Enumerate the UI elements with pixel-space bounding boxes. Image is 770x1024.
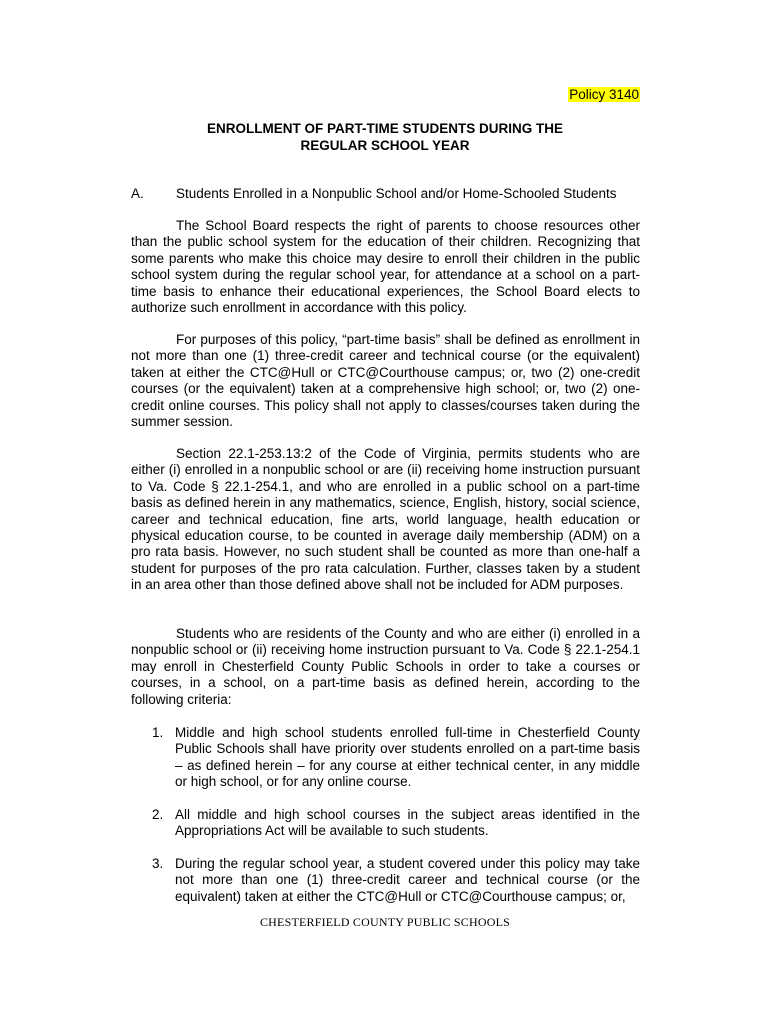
list-number: 1. [152,725,164,740]
section-heading-text: Students Enrolled in a Nonpublic School and/or Home-Schooled Students [176,186,617,201]
paragraph-1 [131,218,640,316]
policy-number [568,86,640,104]
list-item-text: Middle and high school students enrolled full-time in Chesterfield County Public Schools shall have priority over students enrolled on a part-time basis – as defined herein – for any course at either technical center, in any middle or high school, or for any online course. [175,725,640,790]
page-footer: CHESTERFIELD COUNTY PUBLIC SCHOOLS [259,915,511,929]
criteria-item-2 [131,807,640,840]
policy-number-highlight: Policy 3140 [569,87,639,102]
paragraph-4 [131,626,640,708]
section-letter: A. [131,186,144,201]
title-line-1: ENROLLMENT OF PART-TIME STUDENTS DURING THE [207,121,563,136]
paragraph-2 [131,332,640,430]
paragraph-3 [131,446,640,594]
criteria-item-3 [131,856,640,905]
document-title [0,120,770,154]
paragraph-text: For purposes of this policy, “part-time basis” shall be defined as enrollment in not more than one (1) three-credit career and technical course (or the equivalent) taken at either the CTC@Hull or CTC@Courthouse campus; or, two (2) one-credit courses (or the equivalent) taken at a comprehensive high school; or, two (2) one-credit online courses. This policy shall not apply to classes/courses taken during the summer session. [131,332,640,430]
paragraph-text: Students who are residents of the County and who are either (i) enrolled in a nonpublic school or (ii) receiving home instruction pursuant to Va. Code § 22.1-254.1 may enroll in Chesterfield County Public Schools in order to take a courses or courses, in a school, on a part-time basis as defined herein, according to the following criteria: [131,626,640,707]
list-item-text: All middle and high school courses in the subject areas identified in the Appropriations Act will be available to such students. [175,807,640,839]
list-number: 2. [152,807,164,822]
paragraph-text: Section 22.1-253.13:2 of the Code of Virginia, permits students who are either (i) enrolled in a nonpublic school or are (ii) receiving home instruction pursuant to Va. Code § 22.1-254.1, and who are enrolled in a public school on a part-time basis as defined herein in any mathematics, science, English, history, social science, career and technical education, fine arts, world language, health education or physical education course, to be counted in average daily membership (ADM) on a pro rata basis. However, no such student shall be counted as more than one-half a student for purposes of the pro rata calculation. Further, classes taken by a student in an area other than those defined above shall not be included for ADM purposes. [131,446,640,593]
title-line-2: REGULAR SCHOOL YEAR [300,138,470,153]
list-number: 3. [152,856,164,871]
paragraph-text: The School Board respects the right of parents to choose resources other than the public school system for the education of their children. Recognizing that some parents who make this choice may desire to enroll their children in the public school system during the regular school year, for attendance at a school on a part-time basis to enhance their educational experiences, the School Board elects to authorize such enrollment in accordance with this policy. [131,218,640,316]
criteria-item-1 [131,725,640,791]
list-item-text: During the regular school year, a student covered under this policy may take not more than one (1) three-credit career and technical course (or the equivalent) taken at either the CTC@Hull or CTC@Courthouse campus; or, [175,856,640,904]
